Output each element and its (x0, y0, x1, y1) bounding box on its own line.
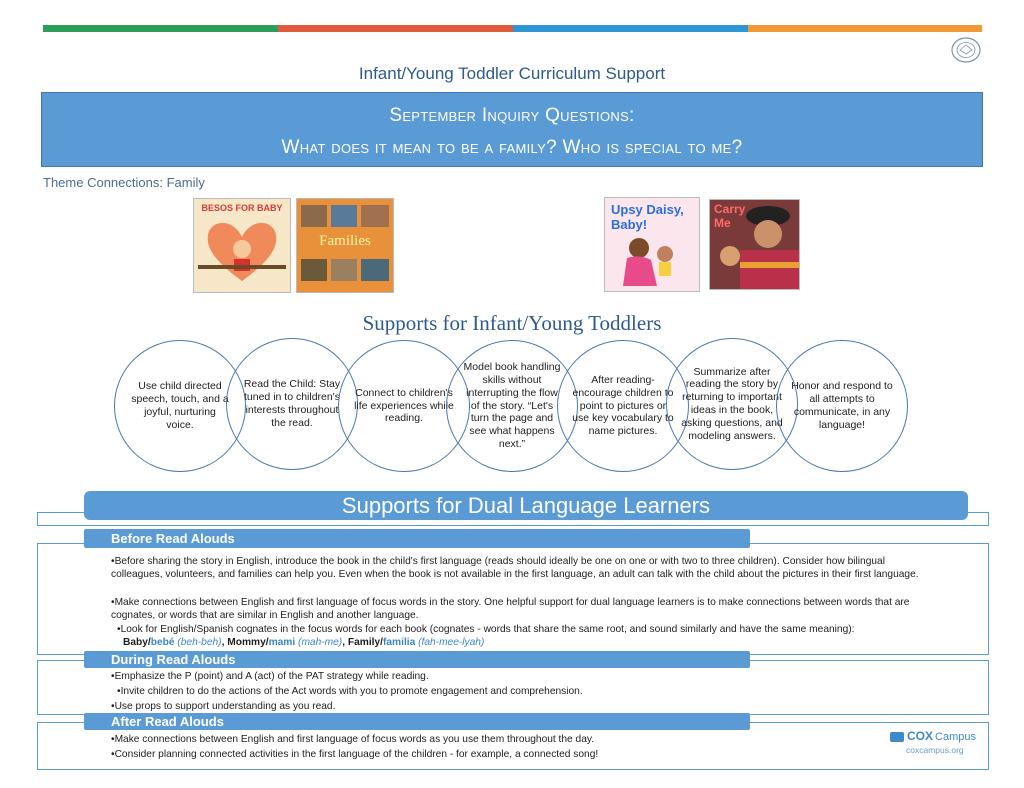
before-bullet-1: •Before sharing the story in English, introduce the book in the child's first language (reads should ideally be one on one or with two to three children). Consider how bilingual colleagues, volunteers, and families can help you. Even when the book is not available in the first language, an adult can talk with the child about the pictures in their first language. (111, 556, 919, 580)
before-read-alouds-heading: Before Read Alouds (84, 529, 750, 548)
support-circle-3-text: Connect to children's life experiences while reading. (354, 386, 454, 425)
book-cover-families (296, 198, 394, 293)
page-title: Infant/Young Toddler Curriculum Support (358, 64, 666, 83)
support-circle-7-text: Honor and respond to all attempts to communicate, in any language! (791, 380, 893, 431)
before-bullet-3: •Look for English/Spanish cognates in the focus words for each book (cognates - words that share the same root, and sound similarly and have the same meaning): (117, 624, 855, 635)
top-bar-blue (513, 25, 748, 32)
cognate-list: Baby/bebé (beh-beh), Mommy/mami (mah-me), Family/familia (fah-mee-lyah) (123, 637, 485, 648)
book-title-besos: BESOS FOR BABY (201, 203, 283, 213)
book-title-carry-me: Carry Me (714, 202, 746, 230)
support-circle-7 (776, 340, 908, 472)
before-bullet-2: •Make connections between English and first language of focus words in the story. One helpful support for dual language learners is to make connections between words that are cognates, or words that are similar in English and another language. (111, 597, 910, 621)
child-photo-illustration (710, 200, 799, 289)
during-bullet-3: •Use props to support understanding as you read. (111, 701, 336, 712)
heart-illustration (194, 199, 290, 292)
cognate-1-pron: (beh-beh) (177, 637, 222, 648)
cognate-2-es: mami (268, 637, 296, 648)
support-circle-5-text: After reading- encourage children to point to pictures or use key vocabulary to name pictures. (572, 374, 674, 438)
top-bar-red (278, 25, 513, 32)
book-title-families: Families (319, 233, 371, 249)
cox-logo-text: COX (907, 729, 934, 743)
theme-connections: Theme Connections: Family (43, 175, 205, 190)
cognate-1-en: Baby/ (123, 637, 151, 648)
cox-campus-logo (890, 729, 976, 755)
banner-line-1: September Inquiry Questions: (389, 105, 635, 126)
infant-supports-title: Supports for Infant/Young Toddlers (362, 311, 662, 335)
dll-title: Supports for Dual Language Learners (84, 491, 968, 520)
cognate-2-pron: (mah-me) (298, 637, 343, 648)
cognate-1-es: bebé (150, 637, 175, 648)
after-bullet-2: •Consider planning connected activities in the first language of the children - for example, a connected song! (111, 749, 599, 760)
during-read-alouds-heading: During Read Alouds (84, 651, 750, 668)
book-cover-carry-me (709, 199, 800, 290)
cox-url: coxcampus.org (906, 745, 964, 755)
after-bullet-1: •Make connections between English and first language of focus words as you use them throughout the day. (111, 734, 595, 745)
campus-logo-text: Campus (935, 731, 976, 743)
inquiry-banner (41, 92, 983, 167)
book-title-upsy-daisy: Upsy Daisy, Baby! (611, 202, 684, 232)
support-circle-4-text: Model book handling skills without interrupting the flow of the story. “Let's turn the page and see what happens next.” (463, 361, 561, 450)
book-cover-upsy-daisy-baby (604, 197, 700, 292)
cognate-3-es: familia (383, 637, 416, 648)
cognate-3-en: Family/ (347, 637, 383, 648)
support-circle-2-text: Read the Child: Stay tuned in to children's interests throughout the read. (243, 378, 341, 429)
banner-line-2: What does it mean to be a family? Who is special to me? (281, 137, 743, 158)
mother-baby-illustration (605, 198, 699, 291)
top-bar-green (43, 25, 278, 32)
book-cover-besos-for-baby (193, 198, 291, 293)
support-circle-6-text: Summarize after reading the story by returning to important ideas in the book, asking questions, and modeling answers. (681, 365, 783, 442)
seal-logo (950, 36, 982, 64)
during-bullet-2: •Invite children to do the actions of the Act words with you to promote engagement and comprehension. (117, 686, 583, 697)
cognate-3-pron: (fah-mee-lyah) (418, 637, 485, 648)
during-bullet-1: •Emphasize the P (point) and A (act) of the PAT strategy while reading. (111, 671, 429, 682)
after-read-alouds-heading: After Read Alouds (84, 713, 750, 730)
cognate-2-en: Mommy/ (227, 637, 269, 648)
book-icon (890, 732, 904, 742)
top-bar-orange (748, 25, 982, 32)
support-circle-1-text: Use child directed speech, touch, and a joyful, nurturing voice. (131, 380, 229, 431)
